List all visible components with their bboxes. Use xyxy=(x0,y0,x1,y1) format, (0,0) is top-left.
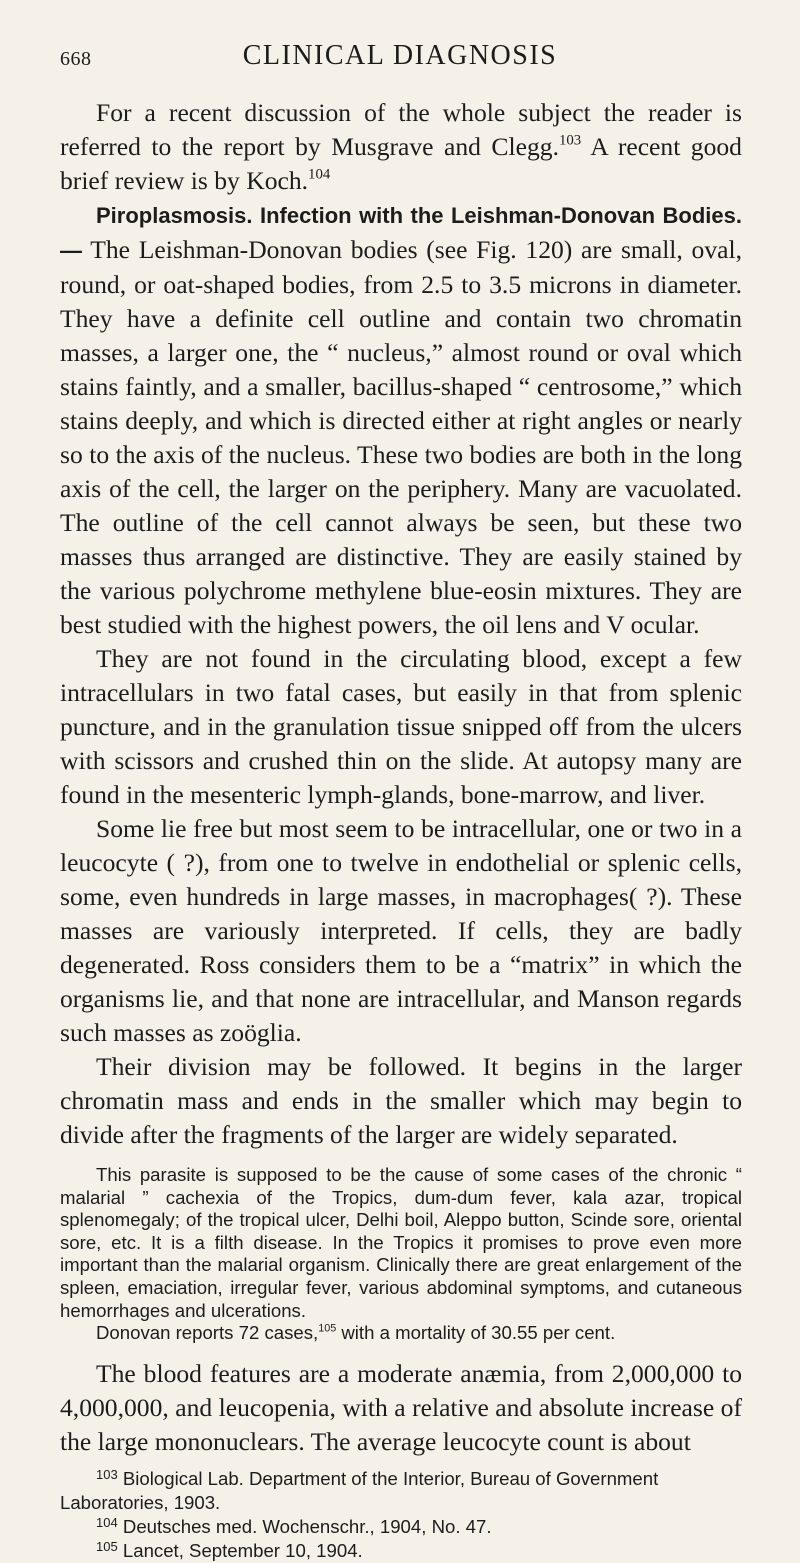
paragraph-text: A recent good brief review is by Koch. xyxy=(60,132,742,195)
paragraph-references xyxy=(60,96,742,198)
footnote-ref: 104 xyxy=(308,166,331,183)
paragraph-intracellular: Some lie free but most seem to be intracellular, one or two in a leucocyte ( ?), from one to twelve in endothelial or splenic cells, some, even hundreds in large masses, in macrophages( ?). These masses are variously interpreted. If cells, they are badly degenerated. Ross considers them to be a “matrix” in which the organisms lie, and that none are intracellular, and Manson regards such masses as zoöglia. xyxy=(60,814,742,1047)
small-paragraph-donovan xyxy=(60,1322,742,1345)
paragraph-text: The Leishman-Donovan bodies (see Fig. 120) are small, oval, round, or oat-shaped bodies, from 2.5 to 3.5 microns in diameter. They have a definite cell outline and contain two chromatin masses, a larger one, the “ nucleus,” almost round or oval which stains faintly, and a smaller, bacillus-shaped “ centrosome,” which stains deeply, and which is directed either at right angles or nearly so to the axis of the nucleus. These two bodies are both in the long axis of the cell, the larger on the periphery. Many are vacuolated. The outline of the cell cannot always be seen, but these two masses thus arranged are distinctive. They are easily stained by the various polychrome methylene blue-eosin mixtures. They are best studied with the highest powers, the oil lens and V ocular. xyxy=(60,235,742,639)
footnote-mark: 103 xyxy=(96,1466,118,1482)
running-title: CLINICAL DIAGNOSIS xyxy=(242,40,558,71)
page-number: 668 xyxy=(60,48,92,70)
paragraph-blood-features: The blood features are a moderate anæmia, from 2,000,000 to 4,000,000, and leucopenia, with a relative and absolute increase of the large mononuclears. The average leucocyte count is about xyxy=(60,1358,742,1456)
footnote-ref: 105 xyxy=(318,1322,337,1335)
footnote-104 xyxy=(60,1515,742,1539)
footnote-text: Biological Lab. Department of the Interior, Bureau of Government Laboratories, 1903. xyxy=(60,1467,659,1513)
footnote-105 xyxy=(60,1539,742,1563)
footnotes xyxy=(60,1467,742,1563)
small-paragraph-parasite: This parasite is supposed to be the cause of some cases of the chronic “ malarial ” cachexia of the Tropics, dum-dum fever, kala azar, tropical splenomegaly; of the tropical ulcer, Delhi boil, Aleppo button, Scinde sore, oriental sore, etc. It is a filth disease. In the Tropics it promises to prove even more important than the malarial organism. Clinically there are great enlargement of the spleen, emaciation, irregular fever, various abdominal symptoms, and cutaneous hemorrhages and ulcerations. xyxy=(60,1164,742,1321)
main-text xyxy=(60,96,742,1152)
section-heading: Piroplasmosis. Infection with the Leishman-Donovan Bodies.— xyxy=(60,203,742,263)
paragraph-circulating-blood: They are not found in the circulating blood, except a few intracellulars in two fatal cases, but easily in that from splenic puncture, and in the granulation tissue snipped off from the ulcers with scissors and crushed thin on the slide. At autopsy many are found in the mesenteric lymph-glands, bone-marrow, and liver. xyxy=(60,644,742,809)
footnote-mark: 105 xyxy=(96,1538,118,1554)
paragraph-piroplasmosis xyxy=(60,198,742,642)
footnote-mark: 104 xyxy=(96,1514,118,1530)
running-head xyxy=(60,40,740,80)
paragraph-division: Their division may be followed. It begins in the larger chromatin mass and ends in the smaller which may begin to divide after the fragments of the larger are widely separated. xyxy=(60,1052,742,1149)
paragraph-text: Donovan reports 72 cases, xyxy=(96,1322,319,1344)
paragraph-text: with a mortality of 30.55 per cent. xyxy=(336,1322,616,1344)
footnote-ref: 103 xyxy=(558,132,582,149)
paragraph-text: For a recent discussion of the whole subject the reader is referred to the report by Musgrave and Clegg. xyxy=(60,98,742,161)
body-text xyxy=(60,96,742,1563)
small-print-section xyxy=(60,1164,742,1345)
main-text-continued xyxy=(60,1357,742,1459)
footnote-text: Deutsches med. Wochenschr., 1904, No. 47. xyxy=(117,1515,492,1537)
footnote-103 xyxy=(60,1467,742,1515)
footnote-text: Lancet, September 10, 1904. xyxy=(117,1539,363,1561)
